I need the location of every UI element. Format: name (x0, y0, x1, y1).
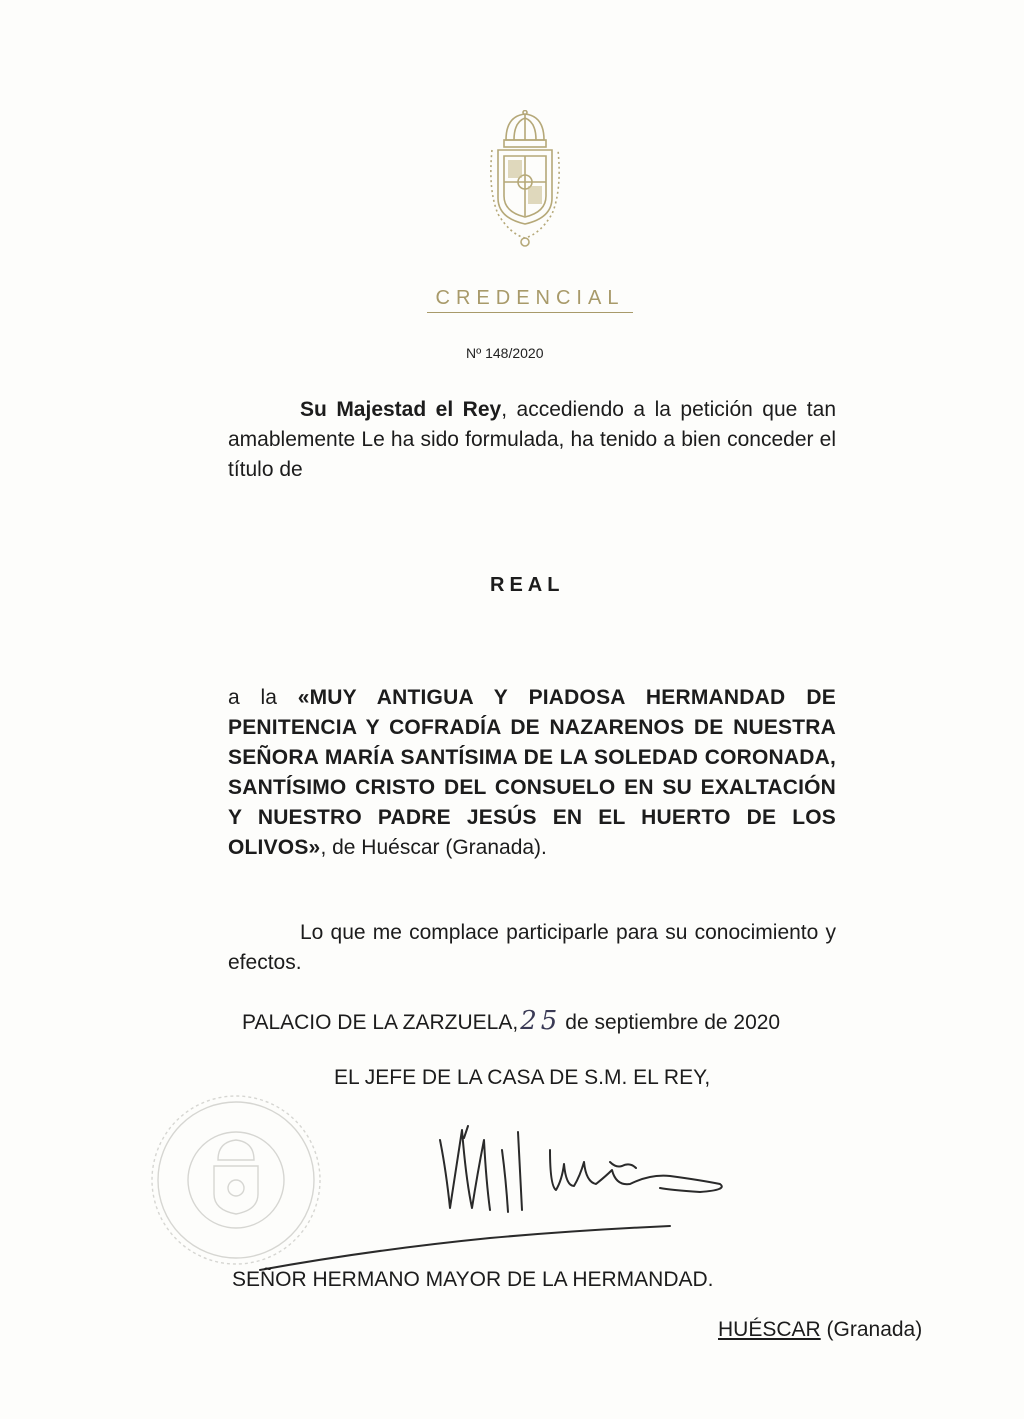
intro-bold-lead: Su Majestad el Rey (300, 398, 502, 421)
title-granted: REAL (490, 574, 565, 596)
signer-title: EL JEFE DE LA CASA DE S.M. EL REY, (334, 1066, 711, 1089)
intro-text: , accediendo a la petición que tan amablemente Le ha sido formulada, ha tenido a bien conceder el título de (228, 398, 836, 481)
recipient-paragraph (228, 683, 836, 863)
brotherhood-name: «MUY ANTIGUA Y PIADOSA HERMANDAD DE PENITENCIA Y COFRADÍA DE NAZARENOS DE NUESTRA SEÑORA MARÍA SANTÍSIMA DE LA SOLEDAD CORONADA, SANTÍSIMO CRISTO DEL CONSUELO EN SU EXALTACIÓN Y NUESTRO PADRE JESÚS EN EL HUERTO DE LOS OLIVOS» (228, 686, 836, 859)
signature-icon (250, 1110, 770, 1280)
reference-number: Nº 148/2020 (466, 345, 544, 361)
addressee: SEÑOR HERMANO MAYOR DE LA HERMANDAD. (232, 1268, 714, 1291)
closing-paragraph (228, 918, 836, 978)
recipient-lead: a la (228, 686, 298, 709)
addressee-town-line (718, 1318, 922, 1342)
addressee-town: HUÉSCAR (718, 1318, 821, 1341)
date-rest: de septiembre de 2020 (565, 1011, 781, 1034)
recipient-tail: , de Huéscar (Granada). (320, 836, 547, 859)
place-date-line (242, 1006, 780, 1036)
place-name: PALACIO DE LA ZARZUELA, (242, 1011, 519, 1034)
closing-text: Lo que me complace participarle para su conocimiento y efectos. (228, 921, 836, 974)
addressee-province: (Granada) (820, 1318, 923, 1341)
handwritten-day: 25 (520, 1006, 562, 1036)
document-heading: CREDENCIAL (427, 287, 633, 313)
intro-paragraph (228, 395, 836, 485)
royal-coat-of-arms-icon (484, 110, 566, 248)
